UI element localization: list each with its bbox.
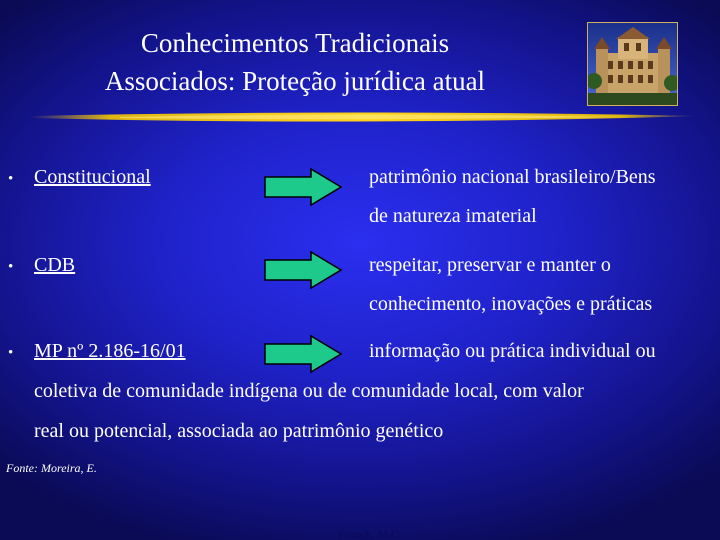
item-description-line: patrimônio nacional brasileiro/Bens: [369, 166, 656, 188]
item-description-line: conhecimento, inovações e práticas: [369, 293, 653, 315]
footer-author: Franck, M.C.: [338, 527, 402, 540]
item-label-constitucional: Constitucional: [34, 166, 151, 188]
page-number: 63: [640, 496, 652, 510]
item-description-line: respeitar, preservar e manter o: [369, 254, 611, 276]
building-photo: [587, 22, 678, 106]
source-citation: Fonte: Moreira, E.: [6, 461, 97, 475]
arrow-right-icon: [263, 250, 343, 290]
item-description-line: real ou potencial, associada ao patrimônio genético: [34, 420, 444, 442]
title-line-2: Associados: Proteção jurídica atual: [104, 66, 486, 96]
item-description-line: de natureza imaterial: [369, 205, 537, 227]
bullet-1: •: [8, 171, 14, 187]
item-description-line: informação ou prática individual ou: [369, 340, 656, 362]
title-underline-bar: [0, 106, 720, 130]
bullet-2: •: [8, 259, 14, 275]
item-label-cdb: CDB: [34, 254, 76, 276]
arrow-right-icon: [263, 167, 343, 207]
bullet-3: •: [8, 345, 14, 361]
arrow-right-icon: [263, 334, 343, 374]
item-label-mp: MP nº 2.186-16/01: [34, 340, 186, 362]
item-description-line: coletiva de comunidade indígena ou de comunidade local, com valor: [34, 380, 584, 402]
slide-title: [40, 24, 550, 100]
title-line-1: Conhecimentos Tradicionais: [140, 28, 450, 58]
